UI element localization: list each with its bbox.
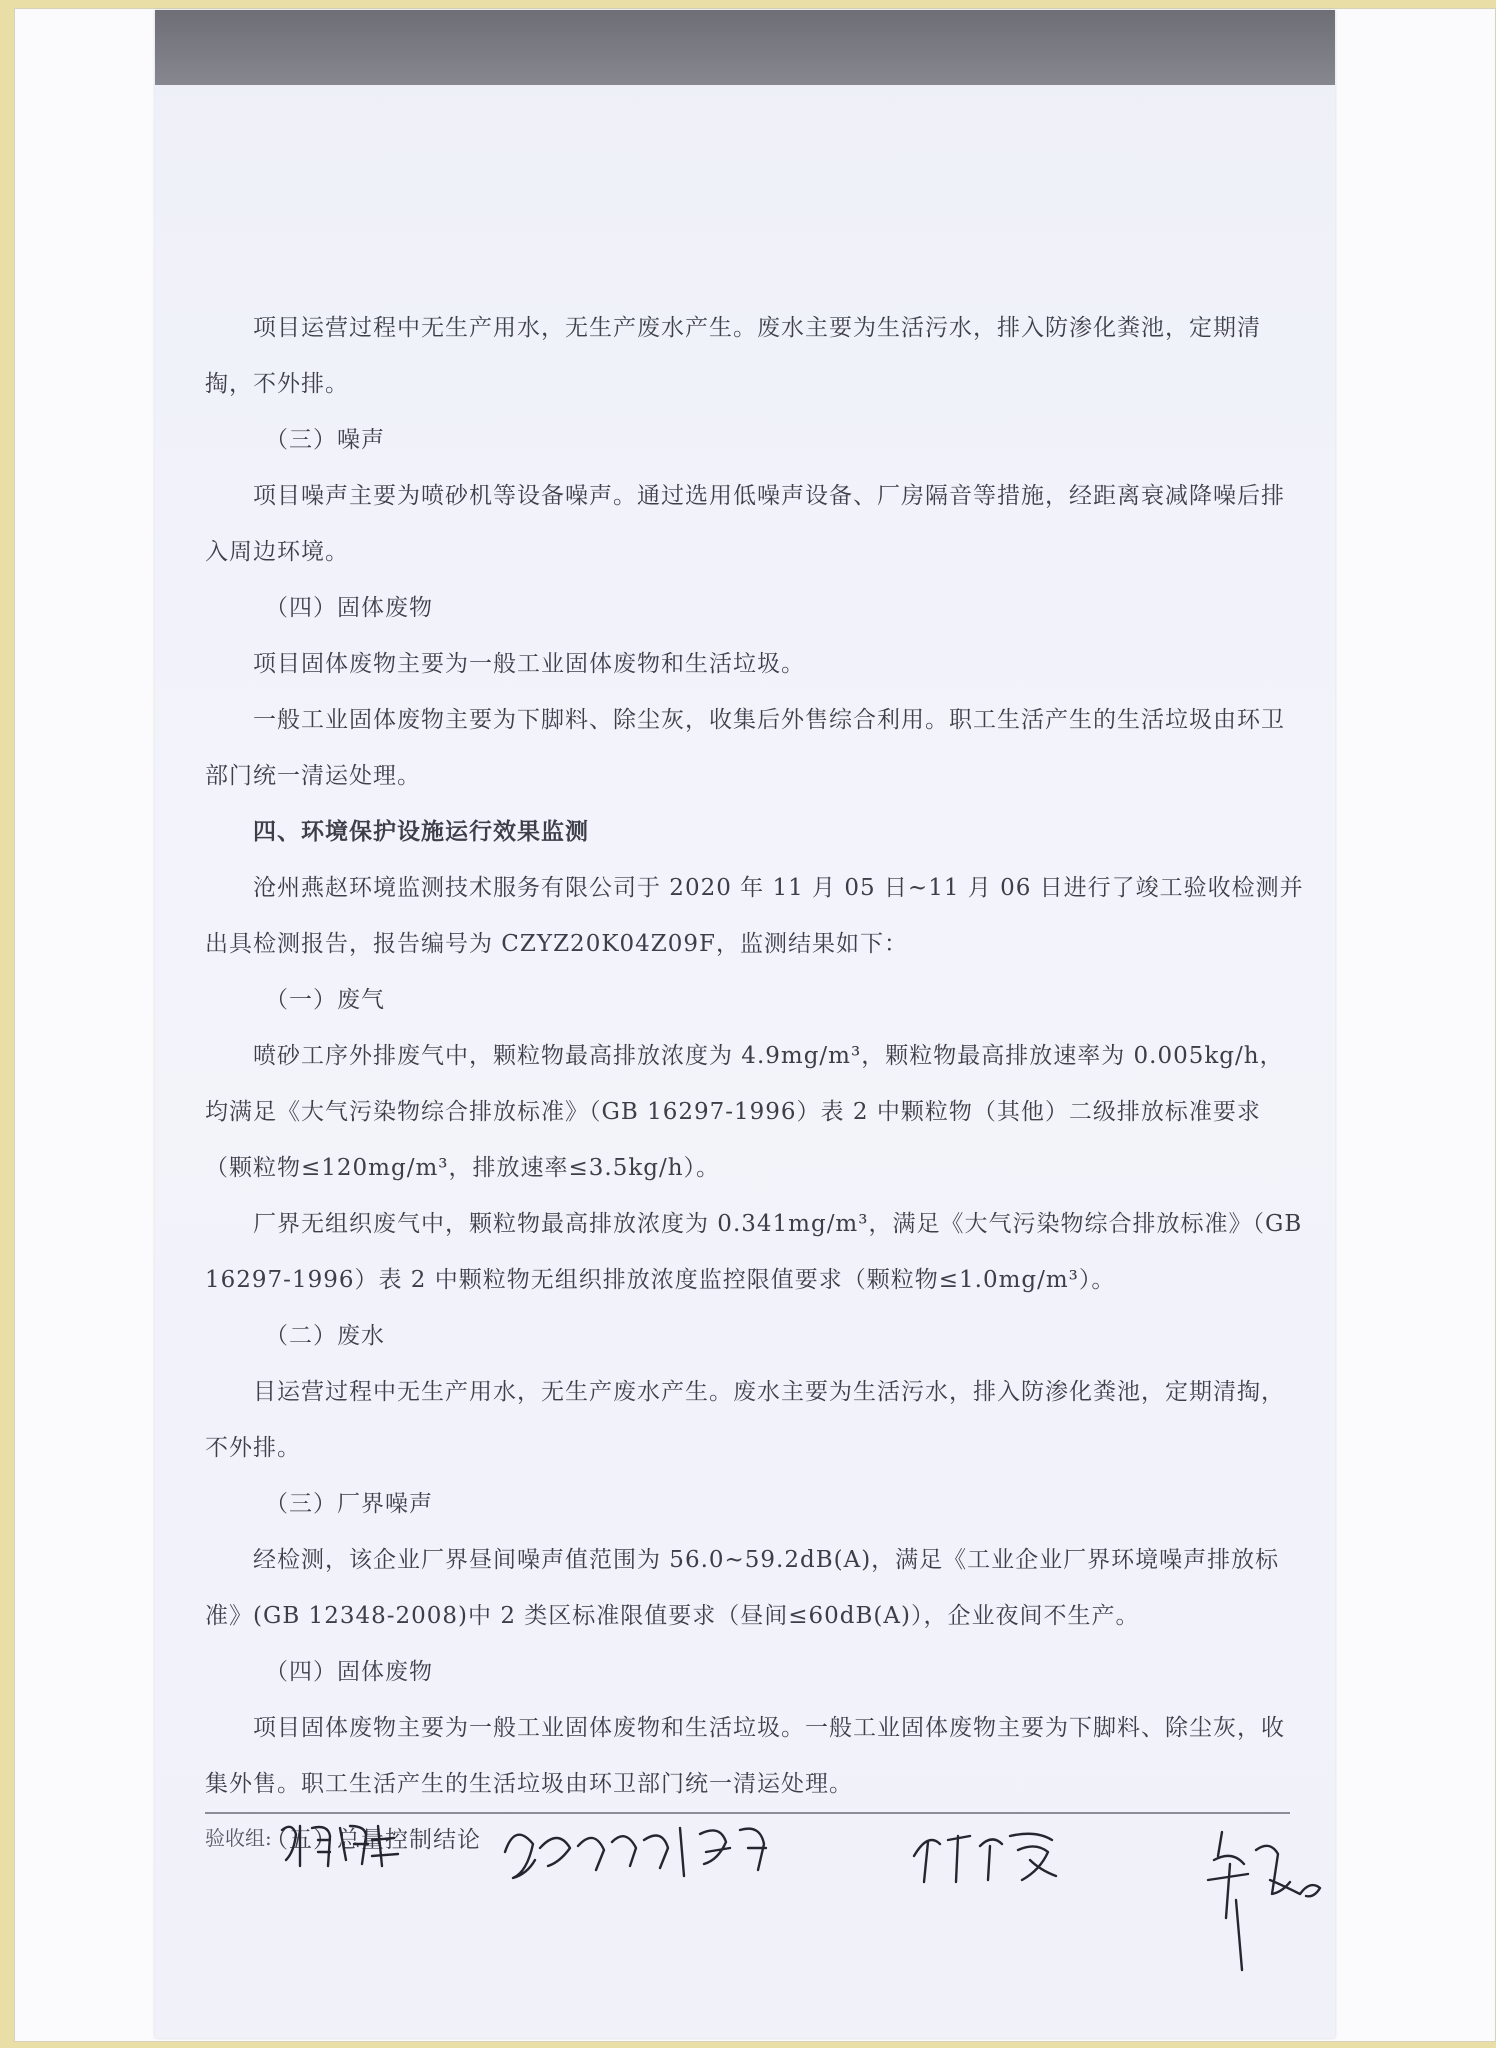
paragraph: 目运营过程中无生产用水，无生产废水产生。废水主要为生活污水，排入防渗化粪池，定期清掏，不外排。	[205, 1379, 1285, 1461]
scan-dark-band	[155, 10, 1335, 85]
acceptance-group-label: 验收组:	[205, 1826, 272, 1850]
paragraph: 经检测，该企业厂界昼间噪声值范围为 56.0~59.2dB(A)，满足《工业企业厂界环境噪声排放标准》(GB 12348-2008)中 2 类区标准限值要求（昼间≤60dB(A)），企业夜间不生产。	[205, 1547, 1280, 1629]
paragraph: 厂界无组织废气中，颗粒物最高排放浓度为 0.341mg/m³，满足《大气污染物综合排放标准》（GB 16297-1996）表 2 中颗粒物无组织排放浓度监控限值要求（颗粒物≤1.0mg/m³）。	[205, 1211, 1303, 1293]
subheading: （一）废气	[265, 987, 385, 1013]
paragraph: 项目固体废物主要为一般工业固体废物和生活垃圾。	[253, 651, 805, 677]
document-body	[205, 300, 1305, 1868]
subheading: （四）固体废物	[265, 1659, 433, 1685]
signature-divider	[205, 1812, 1290, 1814]
subheading: （三）厂界噪声	[265, 1491, 433, 1517]
subheading: （五）总量控制结论	[265, 1827, 481, 1853]
paragraph: 项目运营过程中无生产用水，无生产废水产生。废水主要为生活污水，排入防渗化粪池，定期清掏，不外排。	[205, 315, 1261, 397]
paragraph: 项目固体废物主要为一般工业固体废物和生活垃圾。一般工业固体废物主要为下脚料、除尘灰，收集外售。职工生活产生的生活垃圾由环卫部门统一清运处理。	[205, 1715, 1285, 1797]
paragraph: 喷砂工序外排废气中，颗粒物最高排放浓度为 4.9mg/m³，颗粒物最高排放速率为 0.005kg/h，均满足《大气污染物综合排放标准》（GB 16297-1996）表 2 中颗粒物（其他）二级排放标准要求（颗粒物≤120mg/m³，排放速率≤3.5kg/h）。	[205, 1043, 1284, 1181]
paragraph: 一般工业固体废物主要为下脚料、除尘灰，收集后外售综合利用。职工生活产生的生活垃圾由环卫部门统一清运处理。	[205, 707, 1285, 789]
subheading: （四）固体废物	[265, 595, 433, 621]
subheading: （三）噪声	[265, 427, 385, 453]
subheading: （二）废水	[265, 1323, 385, 1349]
paragraph: 项目噪声主要为喷砂机等设备噪声。通过选用低噪声设备、厂房隔音等措施，经距离衰减降噪后排入周边环境。	[205, 483, 1285, 565]
paragraph: 沧州燕赵环境监测技术服务有限公司于 2020 年 11 月 05 日~11 月 06 日进行了竣工验收检测并出具检测报告，报告编号为 CZYZ20K04Z09F，监测结果如下：	[205, 875, 1304, 957]
section-heading: 四、环境保护设施运行效果监测	[253, 818, 589, 845]
